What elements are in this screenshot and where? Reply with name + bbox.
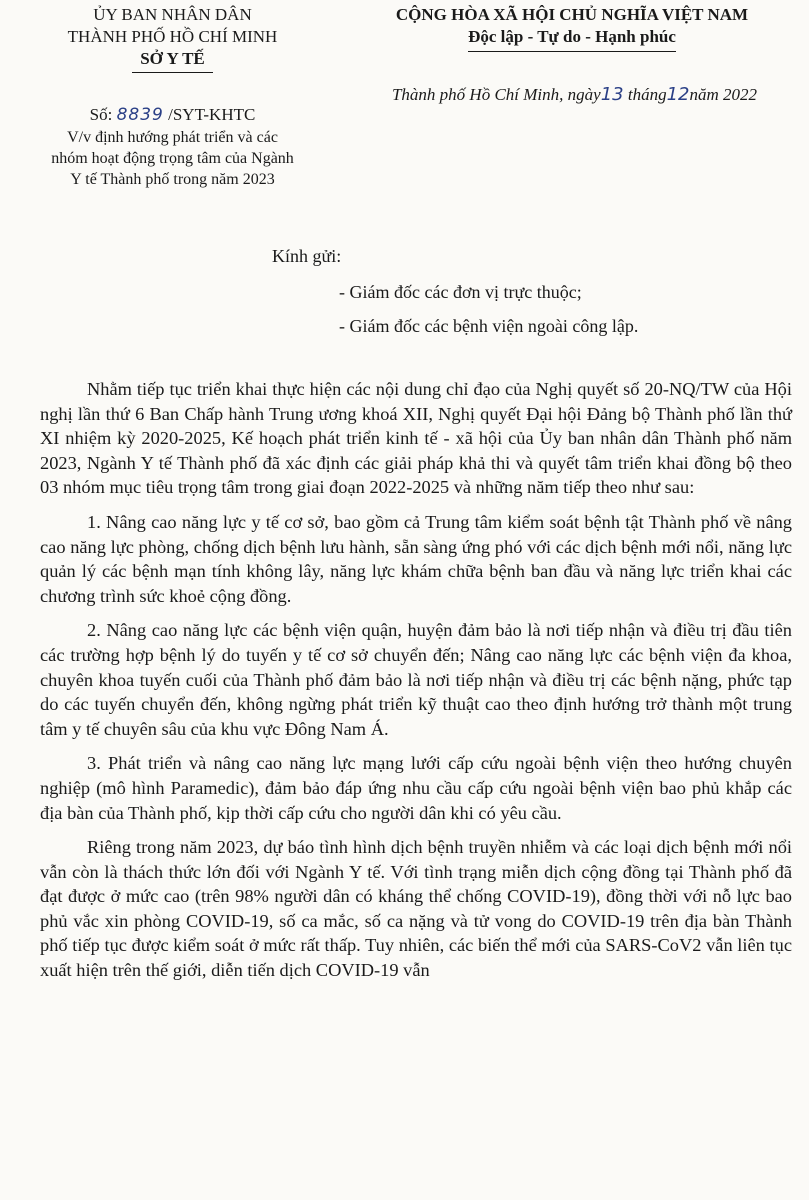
dateline-day: 13 [600,84,624,105]
document-body [40,377,792,993]
dateline [352,84,797,105]
subject-line-2: nhóm hoạt động trọng tâm của Ngành [51,150,294,167]
dateline-prefix: Thành phố Hồ Chí Minh, ngày [391,85,601,104]
nation-name: CỘNG HÒA XÃ HỘI CHỦ NGHĨA VIỆT NAM [395,5,749,24]
dateline-month: 12 [666,84,690,105]
document-number-handwritten: 8839 [116,105,164,125]
dateline-year: năm 2022 [689,85,758,104]
body-paragraph-goal-1: 1. Nâng cao năng lực y tế cơ sở, bao gồm cả Trung tâm kiểm soát bệnh tật Thành phố về nâng cao năng lực phòng, chống dịch bệnh lưu hành, sẵn sàng ứng phó với các dịch bệnh mới nổi, năng lực quản lý các bệnh mạn tính không lây, năng lực khám chữa bệnh ban đầu và năng lực triển khai các chương trình sức khoẻ cộng đồng. [40,511,792,606]
recipient-1: - Giám đốc các đơn vị trực thuộc; [339,282,582,302]
document-number [40,104,305,126]
salutation: Kính gửi: [272,246,342,266]
dateline-month-label: tháng [627,85,667,104]
subject-line-3: Y tế Thành phố trong năm 2023 [70,171,275,188]
body-paragraph-intro: Nhằm tiếp tục triển khai thực hiện các nội dung chỉ đạo của Nghị quyết số 20-NQ/TW của Hội nghị lần thứ 6 Ban Chấp hành Trung ương khoá XII, Nghị quyết Đại hội Đảng bộ Thành phố lần thứ XI nhiệm kỳ 2020-2025, Kế hoạch phát triển kinh tế - xã hội của Ủy ban nhân dân Thành phố năm 2023, Ngành Y tế Thành phố đã xác định các giải pháp khả thi và quyết tâm triển khai đồng bộ theo 03 nhóm mục tiêu trọng tâm trong giai đoạn 2022-2025 và những năm tiếp theo như sau: [40,379,792,498]
body-paragraph-goal-3: 3. Phát triển và nâng cao năng lực mạng lưới cấp cứu ngoài bệnh viện theo hướng chuyên nghiệp (mô hình Paramedic), đảm bảo đáp ứng nhu cầu cấp cứu ngoài bệnh viện bao phủ khắp các địa bàn của Thành phố, kịp thời cấp cứu cho người dân khi có yêu cầu. [40,753,792,823]
document-number-prefix: Số: [89,105,113,124]
body-paragraph-goal-2: 2. Nâng cao năng lực các bệnh viện quận, huyện đảm bảo là nơi tiếp nhận và điều trị đầu tiên các trường hợp bệnh lý do tuyến y tế cơ sở chuyển đến; Nâng cao năng lực các bệnh viện đa khoa, chuyên khoa tuyến cuối của Thành phố đảm bảo là nơi tiếp nhận và điều trị các bệnh nặng, phức tạp do các tuyến chuyển đến, không ngừng phát triển kỹ thuật cao theo định hướng trở thành một trung tâm y tế chuyên sâu của khu vực Đông Nam Á. [40,620,792,739]
document-subject [40,127,305,190]
national-motto: Độc lập - Tự do - Hạnh phúc [468,26,676,52]
authority-line-2: THÀNH PHỐ HỒ CHÍ MINH [67,27,278,46]
recipient-2: - Giám đốc các bệnh viện ngoài công lập. [339,316,639,336]
department-name: SỞ Y TẾ [132,48,213,73]
issuing-authority [40,4,305,73]
authority-line-1: ỦY BAN NHÂN DÂN [93,5,252,24]
subject-line-1: V/v định hướng phát triển và các [67,129,278,146]
national-header [352,4,792,52]
document-number-suffix: /SYT-KHTC [168,105,256,124]
body-paragraph-2023: Riêng trong năm 2023, dự báo tình hình dịch bệnh truyền nhiễm và các loại dịch bệnh mới nổi vẫn còn là thách thức lớn đối với Ngành Y tế. Với tình trạng miễn dịch cộng đồng tại Thành phố đã đạt được ở mức cao (trên 98% người dân có kháng thể chống COVID-19), đồng thời với nỗ lực bao phủ vắc xin phòng COVID-19, số ca mắc, số ca nặng và tử vong do COVID-19 trên địa bàn Thành phố tiếp tục được kiểm soát ở mức rất thấp. Tuy nhiên, các biến thể mới của SARS-CoV2 vẫn liên tục xuất hiện trên thế giới, diễn tiến dịch COVID-19 vẫn [40,837,792,981]
